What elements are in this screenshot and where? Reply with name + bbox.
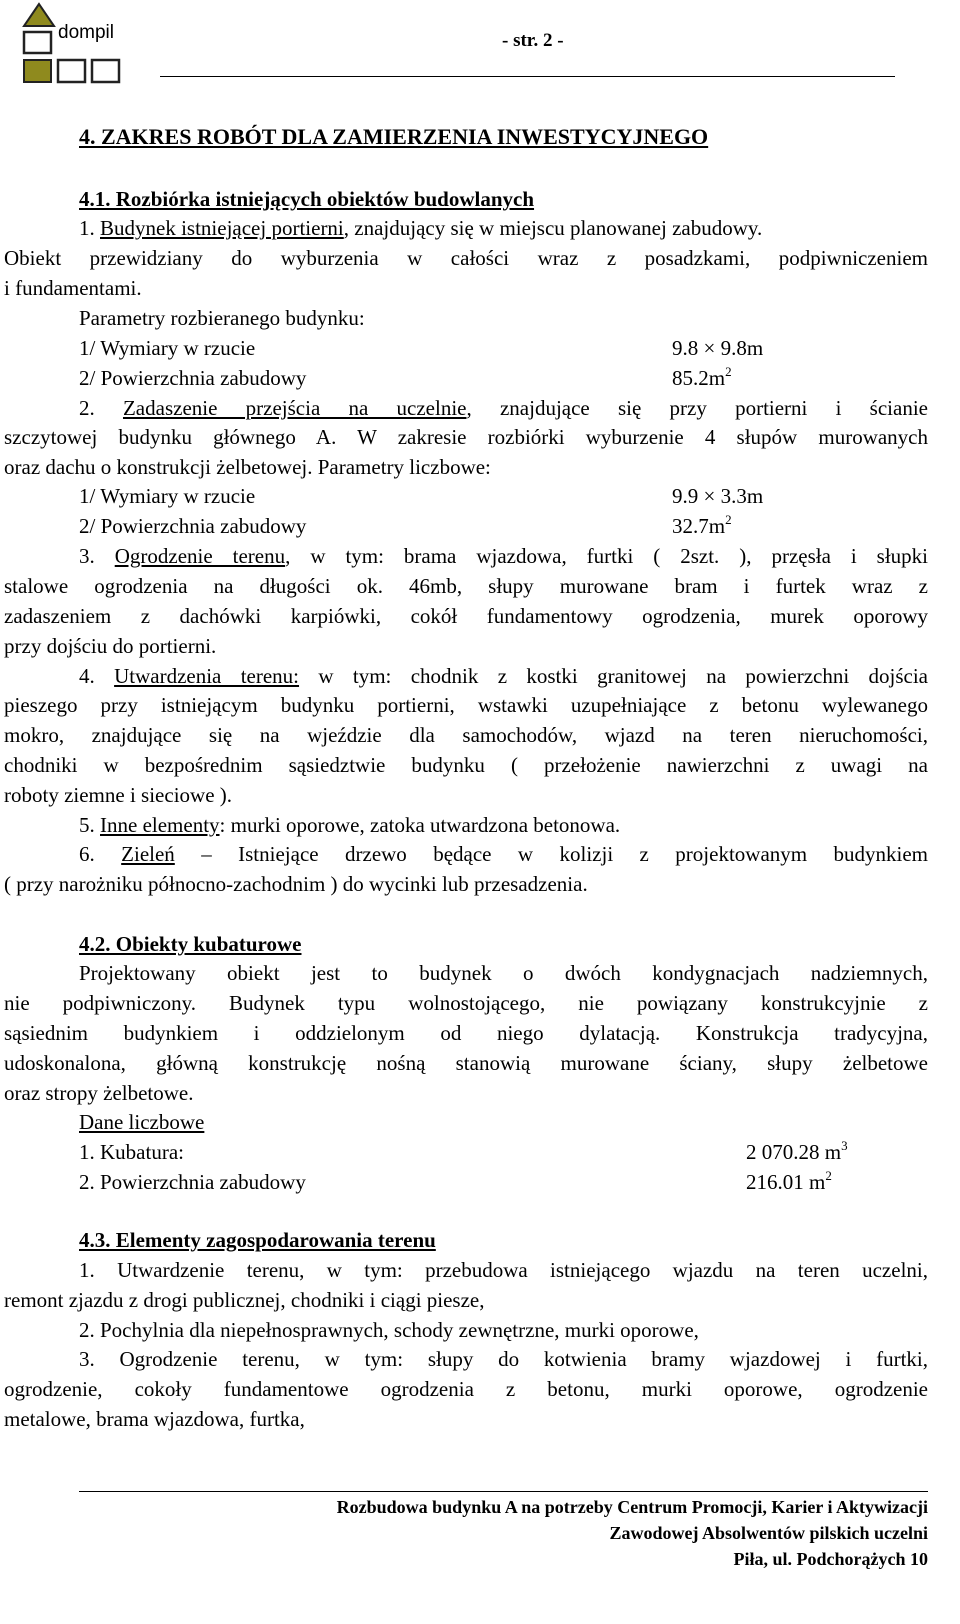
- paragraph-line: 1. Utwardzenie terenu, w tym: przebudowa istniejącego wjazdu na teren uczelni,: [79, 1258, 928, 1282]
- data-row-unit-superscript: 3: [841, 1138, 848, 1153]
- item-3-number: 3.: [79, 544, 115, 568]
- paragraph-line: Obiekt przewidziany do wyburzenia w całości wraz z posadzkami, podpiwniczeniem: [4, 246, 928, 270]
- item-2-title: Zadaszenie przejścia na uczelnie: [122, 396, 467, 420]
- params-label: Parametry rozbieranego budynku:: [79, 306, 365, 330]
- data-row-label: 2. Powierzchnia zabudowy: [79, 1170, 306, 1194]
- param-row: [79, 333, 928, 363]
- paragraph-line: szczytowej budynku głównego A. W zakresie rozbiórki wyburzenie 4 słupów murowanych: [4, 425, 928, 449]
- data-row-value: 2 070.28 m: [746, 1140, 842, 1164]
- item-2-text: , znajdujące się przy portierni i ścianie: [466, 396, 928, 420]
- item-6-text: – Istniejące drzewo będące w kolizji z projektowanym budynkiem: [174, 842, 928, 866]
- paragraph-line: remont zjazdu z drogi publicznej, chodniki i ciągi piesze,: [4, 1288, 485, 1312]
- param-unit-superscript: 2: [725, 364, 732, 379]
- subsection-4-1-title: 4.1. Rozbiórka istniejących obiektów budowlanych: [79, 187, 535, 211]
- item-4: [79, 661, 928, 691]
- footer-line: Piła, ul. Podchorążych 10: [733, 1549, 928, 1569]
- page-number: - str. 2 -: [502, 30, 564, 51]
- param-label: 2/ Powierzchnia zabudowy: [79, 514, 307, 538]
- item-3-text: , w tym: brama wjazdowa, furtki ( 2szt. ), przęsła i słupki: [285, 544, 929, 568]
- paragraph-line: ogrodzenie, cokoły fundamentowe ogrodzenia z betonu, murki oporowe, ogrodzenie: [4, 1377, 928, 1401]
- param-value: 32.7m: [672, 514, 726, 538]
- subsection-4-3-title: 4.3. Elementy zagospodarowania terenu: [79, 1228, 436, 1252]
- item-1: [79, 213, 928, 243]
- logo-text: dompil: [58, 22, 114, 43]
- item-5-title: Inne elementy: [100, 813, 220, 837]
- section-title: 4. ZAKRES ROBÓT DLA ZAMIERZENIA INWESTYCYJNEGO: [79, 124, 709, 149]
- item-6-title: Zieleń: [121, 842, 175, 866]
- data-label: Dane liczbowe: [79, 1110, 205, 1134]
- data-row-unit-superscript: 2: [825, 1168, 832, 1183]
- paragraph-line: przy dojściu do portierni.: [4, 634, 217, 658]
- param-label: 1/ Wymiary w rzucie: [79, 336, 256, 360]
- header-rule: [160, 76, 895, 77]
- data-row: [79, 1167, 928, 1197]
- paragraph-line: metalowe, brama wjazdowa, furtka,: [4, 1407, 305, 1431]
- param-label: 1/ Wymiary w rzucie: [79, 484, 256, 508]
- param-row: [79, 481, 928, 511]
- paragraph-line: Projektowany obiekt jest to budynek o dwóch kondygnacjach nadziemnych,: [79, 961, 928, 985]
- param-value: 9.8 × 9.8m: [672, 336, 764, 360]
- data-row-value: 216.01 m: [746, 1170, 826, 1194]
- paragraph-line: oraz stropy żelbetowe.: [4, 1081, 194, 1105]
- subsection-4-2-title: 4.2. Obiekty kubaturowe: [79, 932, 302, 956]
- logo-icon: [18, 2, 128, 86]
- item-2: [79, 393, 928, 423]
- paragraph-line: stalowe ogrodzenia na długości ok. 46mb, słupy murowane bram i furtek wraz z: [4, 574, 928, 598]
- param-value: 9.9 × 3.3m: [672, 484, 764, 508]
- item-3: [79, 541, 928, 571]
- data-row: [79, 1137, 928, 1167]
- param-unit-superscript: 2: [725, 512, 732, 527]
- footer-rule: [79, 1491, 928, 1492]
- item-6: [79, 839, 928, 869]
- paragraph-line: nie podpiwniczony. Budynek typu wolnostojącego, nie powiązany konstrukcyjnie z: [4, 991, 928, 1015]
- paragraph-line: sąsiednim budynkiem i oddzielonym od niego dylatacją. Konstrukcja tradycyjna,: [4, 1021, 928, 1045]
- item-5-text: : murki oporowe, zatoka utwardzona betonowa.: [219, 813, 621, 837]
- paragraph-line: udoskonalona, główną konstrukcję nośną stanowią murowane ściany, słupy żelbetowe: [4, 1051, 928, 1075]
- item-1-text: , znajdujący się w miejscu planowanej zabudowy.: [343, 216, 763, 240]
- item-2-number: 2.: [79, 396, 123, 420]
- item-3-title: Ogrodzenie terenu: [114, 544, 286, 568]
- item-6-number: 6.: [79, 842, 122, 866]
- paragraph-line: 3. Ogrodzenie terenu, w tym: słupy do kotwienia bramy wjazdowej i furtki,: [79, 1347, 928, 1371]
- paragraph-line: ( przy narożniku północno-zachodnim ) do wycinki lub przesadzenia.: [4, 872, 588, 896]
- paragraph-line: roboty ziemne i sieciowe ).: [4, 783, 233, 807]
- item-1-number: 1.: [79, 216, 100, 240]
- item-1-title: Budynek istniejącej portierni: [100, 216, 344, 240]
- footer-line: Rozbudowa budynku A na potrzeby Centrum Promocji, Karier i Aktywizacji: [336, 1497, 928, 1517]
- item-4-title: Utwardzenia terenu:: [114, 664, 300, 688]
- item-4-number: 4.: [79, 664, 115, 688]
- param-row: [79, 511, 928, 541]
- paragraph-line: pieszego przy istniejącym budynku portierni, wstawki uzupełniające z betonu wylewanego: [4, 693, 928, 717]
- paragraph-line: chodniki w bezpośrednim sąsiedztwie budynku ( przełożenie nawierzchni z uwagi na: [4, 753, 928, 777]
- paragraph-line: 2. Pochylnia dla niepełnosprawnych, schody zewnętrzne, murki oporowe,: [79, 1318, 699, 1342]
- param-label: 2/ Powierzchnia zabudowy: [79, 366, 307, 390]
- paragraph-line: mokro, znajdujące się na wjeździe dla samochodów, wjazd na teren nieruchomości,: [4, 723, 928, 747]
- param-row: [79, 363, 928, 393]
- paragraph-line: oraz dachu o konstrukcji żelbetowej. Parametry liczbowe:: [4, 455, 491, 479]
- item-5: [79, 810, 928, 840]
- paragraph-line: zadaszeniem z dachówki karpiówki, cokół fundamentowy ogrodzenia, murek oporowy: [4, 604, 928, 628]
- footer: [337, 1494, 928, 1572]
- item-5-number: 5.: [79, 813, 100, 837]
- param-value: 85.2m: [672, 366, 726, 390]
- item-4-text: w tym: chodnik z kostki granitowej na powierzchni dojścia: [299, 664, 928, 688]
- paragraph-line: i fundamentami.: [4, 276, 142, 300]
- data-row-label: 1. Kubatura:: [79, 1140, 184, 1164]
- footer-line: Zawodowej Absolwentów pilskich uczelni: [609, 1523, 928, 1543]
